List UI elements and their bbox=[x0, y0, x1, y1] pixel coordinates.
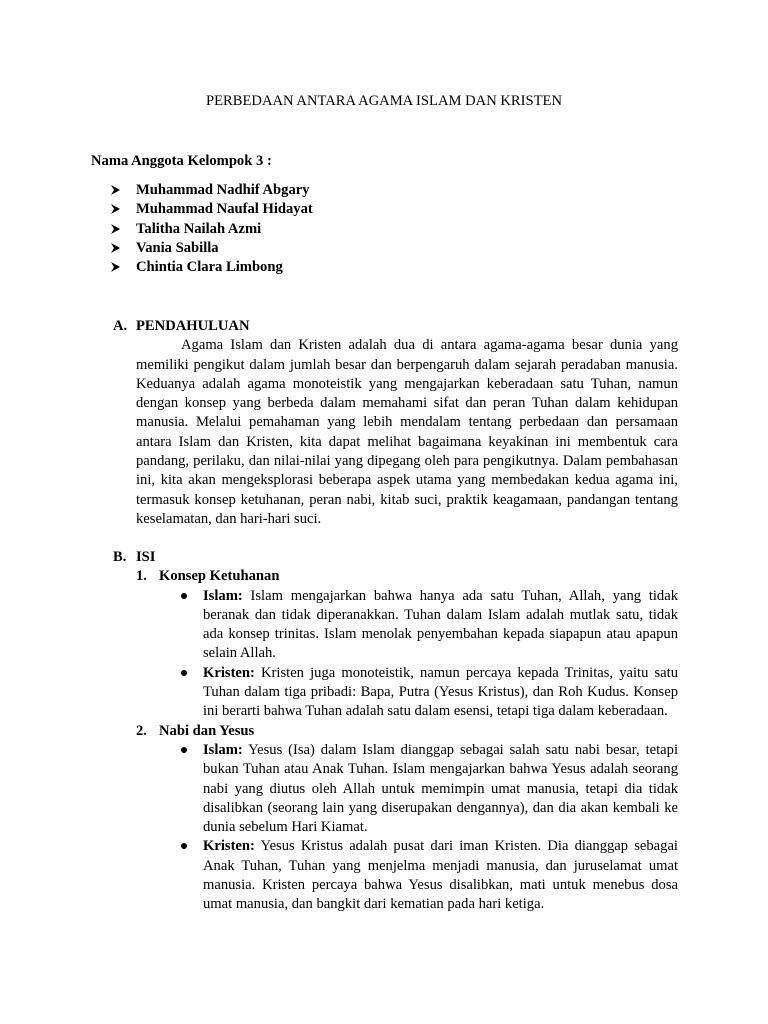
subsection-heading bbox=[136, 567, 678, 586]
member-name: Talitha Nailah Azmi bbox=[136, 220, 262, 237]
member-name: Muhammad Naufal Hidayat bbox=[136, 201, 313, 218]
member-item bbox=[111, 200, 313, 219]
point-term: Islam: bbox=[203, 741, 243, 758]
section-title: ISI bbox=[136, 549, 156, 565]
point-text: Islam mengajarkan bahwa hanya ada satu Tuhan, Allah, yang tidak beranak dan tidak diperanakkan. Tuhan dalam Islam adalah mutlak satu, tidak ada konsep trinitas. Islam menolak penyembahan kepada siapapun atau apapun selain Allah. bbox=[203, 587, 678, 662]
subsection-heading bbox=[136, 722, 678, 741]
arrow-bullet-icon bbox=[111, 204, 120, 214]
section-title: PENDAHULUAN bbox=[136, 318, 250, 334]
subsection-title: Nabi dan Yesus bbox=[159, 722, 255, 739]
arrow-bullet-icon bbox=[111, 262, 120, 272]
intro-paragraph: Agama Islam dan Kristen adalah dua di antara agama-agama besar dunia yang memiliki pengikut dalam jumlah besar dan berpengaruh dalam sejarah peradaban manusia. Keduanya adalah agama monoteistik yang mengajarkan keberadaan satu Tuhan, namun dengan konsep yang berbeda dalam memahami sifat dan peran Tuhan dalam kehidupan manusia. Melalui pemahaman yang lebih mendalam tentang perbedaan dan persamaan antara Islam dan Kristen, kita dapat melihat bagaimana keyakinan ini membentuk cara pandang, perilaku, dan nilai-nilai yang dipegang oleh para pengikutnya. Dalam pembahasan ini, kita akan mengeksplorasi beberapa aspek utama yang membedakan kedua agama ini, termasuk konsep ketuhanan, peran nabi, kitab suci, praktik keagamaan, pandangan tentang keselamatan, dan hari-hari suci. bbox=[136, 337, 678, 527]
bullet-list bbox=[113, 587, 678, 722]
member-item bbox=[111, 239, 313, 258]
member-name: Muhammad Nadhif Abgary bbox=[136, 182, 310, 198]
point-text: Kristen juga monoteistik, namun percaya kepada Trinitas, yaitu satu Tuhan dalam tiga pribadi: Bapa, Putra (Yesus Kristus), dan Roh Kudus. Konsep ini berarti bahwa Tuhan adalah satu dalam esensi, tetapi tiga dalam keberadaan. bbox=[203, 664, 678, 720]
bullet-point bbox=[203, 837, 678, 914]
member-name: Chintia Clara Limbong bbox=[136, 259, 283, 276]
bullet-dot-icon bbox=[181, 843, 187, 849]
member-name: Vania Sabilla bbox=[136, 239, 219, 256]
subsection-title: Konsep Ketuhanan bbox=[159, 568, 280, 585]
section-label: A. bbox=[113, 318, 128, 334]
bullet-point bbox=[203, 741, 678, 837]
document-title: PERBEDAAN ANTARA AGAMA ISLAM DAN KRISTEN bbox=[206, 93, 562, 109]
bullet-dot-icon bbox=[181, 670, 187, 676]
arrow-bullet-icon bbox=[111, 243, 120, 253]
point-text: Yesus Kristus adalah pusat dari iman Kristen. Dia dianggap sebagai Anak Tuhan, Tuhan yang menjelma menjadi manusia, dan juruselamat umat manusia. Kristen percaya bahwa Yesus disalibkan, mati untuk menebus dosa umat manusia, dan bangkit dari kematian pada hari ketiga. bbox=[203, 838, 678, 913]
bullet-dot-icon bbox=[181, 747, 187, 753]
section-label: B. bbox=[113, 549, 127, 565]
point-term: Kristen: bbox=[203, 838, 255, 855]
bullet-list bbox=[113, 741, 678, 915]
bullet-point bbox=[203, 587, 678, 664]
point-term: Islam: bbox=[203, 587, 243, 604]
subsection-number: 2. bbox=[136, 722, 147, 739]
member-item bbox=[111, 181, 313, 200]
bullet-point bbox=[203, 664, 678, 722]
arrow-bullet-icon bbox=[111, 224, 120, 234]
team-heading: Nama Anggota Kelompok 3 : bbox=[91, 153, 272, 169]
subsection-number: 1. bbox=[136, 568, 147, 585]
point-text: Yesus (Isa) dalam Islam dianggap sebagai salah satu nabi besar, tetapi bukan Tuhan atau Anak Tuhan. Islam mengajarkan bahwa Yesus adalah seorang nabi yang diutus oleh Allah untuk memimpin umat manusia, tetapi dia tidak disalibkan (seorang lain yang diserupakan dengannya), dan dia akan kembali ke dunia sebelum Hari Kiamat. bbox=[203, 741, 678, 836]
member-item bbox=[111, 220, 313, 239]
member-item bbox=[111, 258, 313, 277]
arrow-bullet-icon bbox=[111, 185, 120, 195]
member-list bbox=[111, 181, 313, 277]
bullet-dot-icon bbox=[181, 593, 187, 599]
section-content bbox=[113, 548, 678, 915]
point-term: Kristen: bbox=[203, 664, 255, 681]
section-introduction bbox=[113, 317, 678, 529]
